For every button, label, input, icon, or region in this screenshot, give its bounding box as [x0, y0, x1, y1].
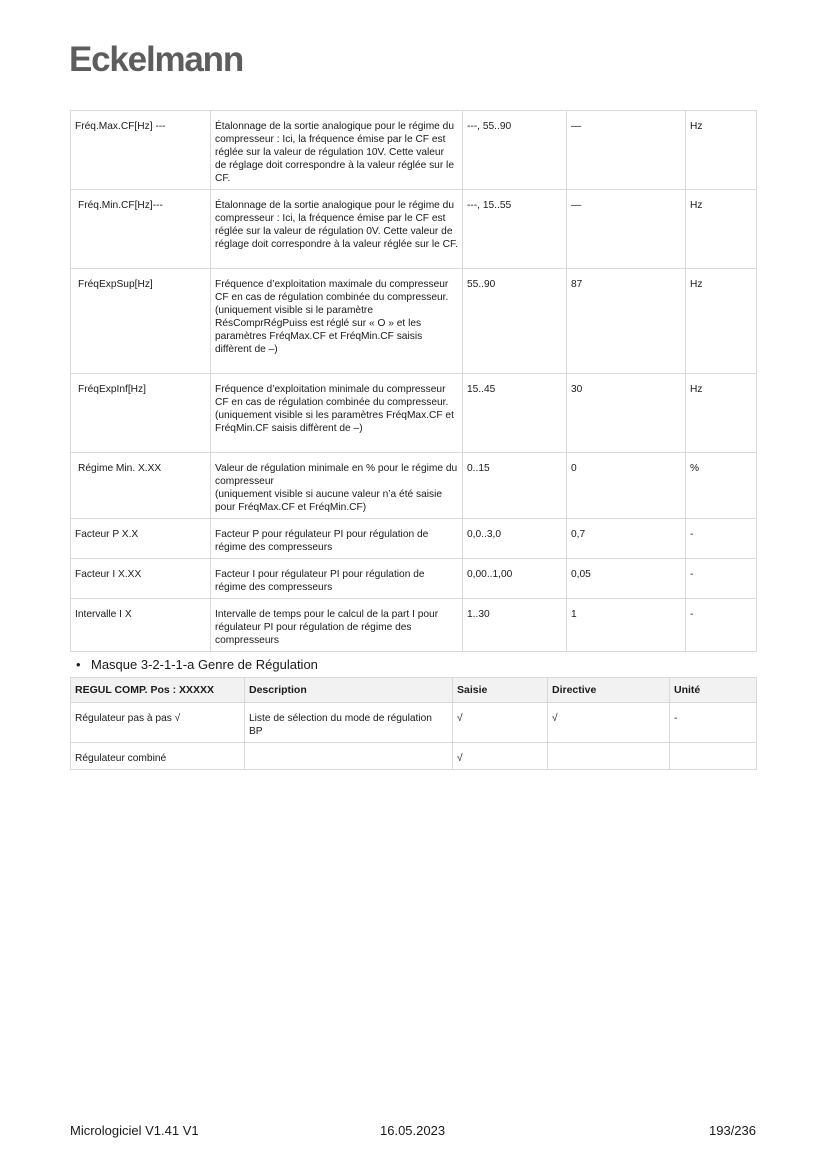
- table-row: [71, 374, 757, 453]
- param-unit: Hz: [686, 190, 757, 269]
- param-default: —: [567, 190, 686, 269]
- param-range: ---, 55..90: [463, 111, 567, 190]
- regul-name: Régulateur pas à pas √: [71, 703, 245, 743]
- column-header: Description: [245, 678, 453, 703]
- table-row: [71, 743, 757, 770]
- param-default: —: [567, 111, 686, 190]
- param-name: Intervalle I X: [71, 599, 211, 652]
- param-name: Fréq.Min.CF[Hz]---: [71, 190, 211, 269]
- param-unit: Hz: [686, 374, 757, 453]
- param-description: Facteur I pour régulateur PI pour régulation de régime des compresseurs: [211, 559, 463, 599]
- param-description: Étalonnage de la sortie analogique pour le régime du compresseur : Ici, la fréquence émise par le CF est réglée sur la valeur de régulation 0V. Cette valeur de réglage doit correspondre à la valeur réglée sur le CF.: [211, 190, 463, 269]
- param-name: FréqExpSup[Hz]: [71, 269, 211, 374]
- param-name: Fréq.Max.CF[Hz] ---: [71, 111, 211, 190]
- column-header: Unité: [670, 678, 757, 703]
- table-row: [71, 190, 757, 269]
- param-range: 0,00..1,00: [463, 559, 567, 599]
- column-header: Directive: [548, 678, 670, 703]
- column-header: Saisie: [453, 678, 548, 703]
- regul-description: Liste de sélection du mode de régulation BP: [245, 703, 453, 743]
- section-heading: [76, 657, 318, 673]
- param-unit: -: [686, 599, 757, 652]
- table-row: [71, 111, 757, 190]
- parameter-table: [70, 110, 757, 652]
- param-description: Fréquence d’exploitation maximale du compresseur CF en cas de régulation combinée du compresseur. (uniquement visible si le paramètre RésComprRégPuiss est réglé sur « O » et les paramètres FréqMax.CF et FréqMin.CF saisis diffèrent de –): [211, 269, 463, 374]
- param-unit: -: [686, 519, 757, 559]
- regul-description: [245, 743, 453, 770]
- table-row: [71, 519, 757, 559]
- regul-unit: -: [670, 703, 757, 743]
- param-name: Facteur I X.XX: [71, 559, 211, 599]
- param-default: 30: [567, 374, 686, 453]
- param-default: 87: [567, 269, 686, 374]
- footer-date: 16.05.2023: [380, 1123, 446, 1138]
- table-row: [71, 269, 757, 374]
- bullet: •: [76, 657, 81, 672]
- param-description: Étalonnage de la sortie analogique pour le régime du compresseur : Ici, la fréquence émise par le CF est réglée sur la valeur de régulation 10V. Cette valeur de réglage doit correspondre à la valeur réglée sur le CF.: [211, 111, 463, 190]
- table-row: [71, 453, 757, 519]
- param-range: 15..45: [463, 374, 567, 453]
- param-description: Facteur P pour régulateur PI pour régulation de régime des compresseurs: [211, 519, 463, 559]
- param-unit: -: [686, 559, 757, 599]
- regul-input: √: [453, 743, 548, 770]
- footer-page-number: 193/236: [709, 1123, 756, 1138]
- param-unit: %: [686, 453, 757, 519]
- param-unit: Hz: [686, 111, 757, 190]
- regul-directive: √: [548, 703, 670, 743]
- regul-directive: [548, 743, 670, 770]
- table-row: [71, 559, 757, 599]
- table-row: [71, 599, 757, 652]
- param-description: Intervalle de temps pour le calcul de la part I pour régulateur PI pour régulation de régime des compresseurs: [211, 599, 463, 652]
- table-row: [71, 703, 757, 743]
- param-name: FréqExpInf[Hz]: [71, 374, 211, 453]
- company-logo: Eckelmann: [69, 40, 244, 79]
- regul-input: √: [453, 703, 548, 743]
- param-name: Facteur P X.X: [71, 519, 211, 559]
- param-unit: Hz: [686, 269, 757, 374]
- param-default: 0,7: [567, 519, 686, 559]
- param-default: 1: [567, 599, 686, 652]
- param-description: Fréquence d’exploitation minimale du compresseur CF en cas de régulation combinée du compresseur. (uniquement visible si les paramètres FréqMax.CF et FréqMin.CF saisis diffèrent de –): [211, 374, 463, 453]
- param-range: 1..30: [463, 599, 567, 652]
- regul-unit: [670, 743, 757, 770]
- param-range: ---, 15..55: [463, 190, 567, 269]
- regulation-table: [70, 677, 757, 770]
- section-title: Masque 3-2-1-1-a Genre de Régulation: [91, 657, 318, 672]
- param-default: 0,05: [567, 559, 686, 599]
- param-default: 0: [567, 453, 686, 519]
- param-range: 55..90: [463, 269, 567, 374]
- table-header-row: [71, 678, 757, 703]
- param-description: Valeur de régulation minimale en % pour le régime du compresseur (uniquement visible si aucune valeur n’a été saisie pour FréqMax.CF et FréqMin.CF): [211, 453, 463, 519]
- regul-name: Régulateur combiné: [71, 743, 245, 770]
- column-header: REGUL COMP. Pos : XXXXX: [71, 678, 245, 703]
- footer-firmware: Micrologiciel V1.41 V1: [70, 1123, 199, 1138]
- param-name: Régime Min. X.XX: [71, 453, 211, 519]
- param-range: 0..15: [463, 453, 567, 519]
- param-range: 0,0..3,0: [463, 519, 567, 559]
